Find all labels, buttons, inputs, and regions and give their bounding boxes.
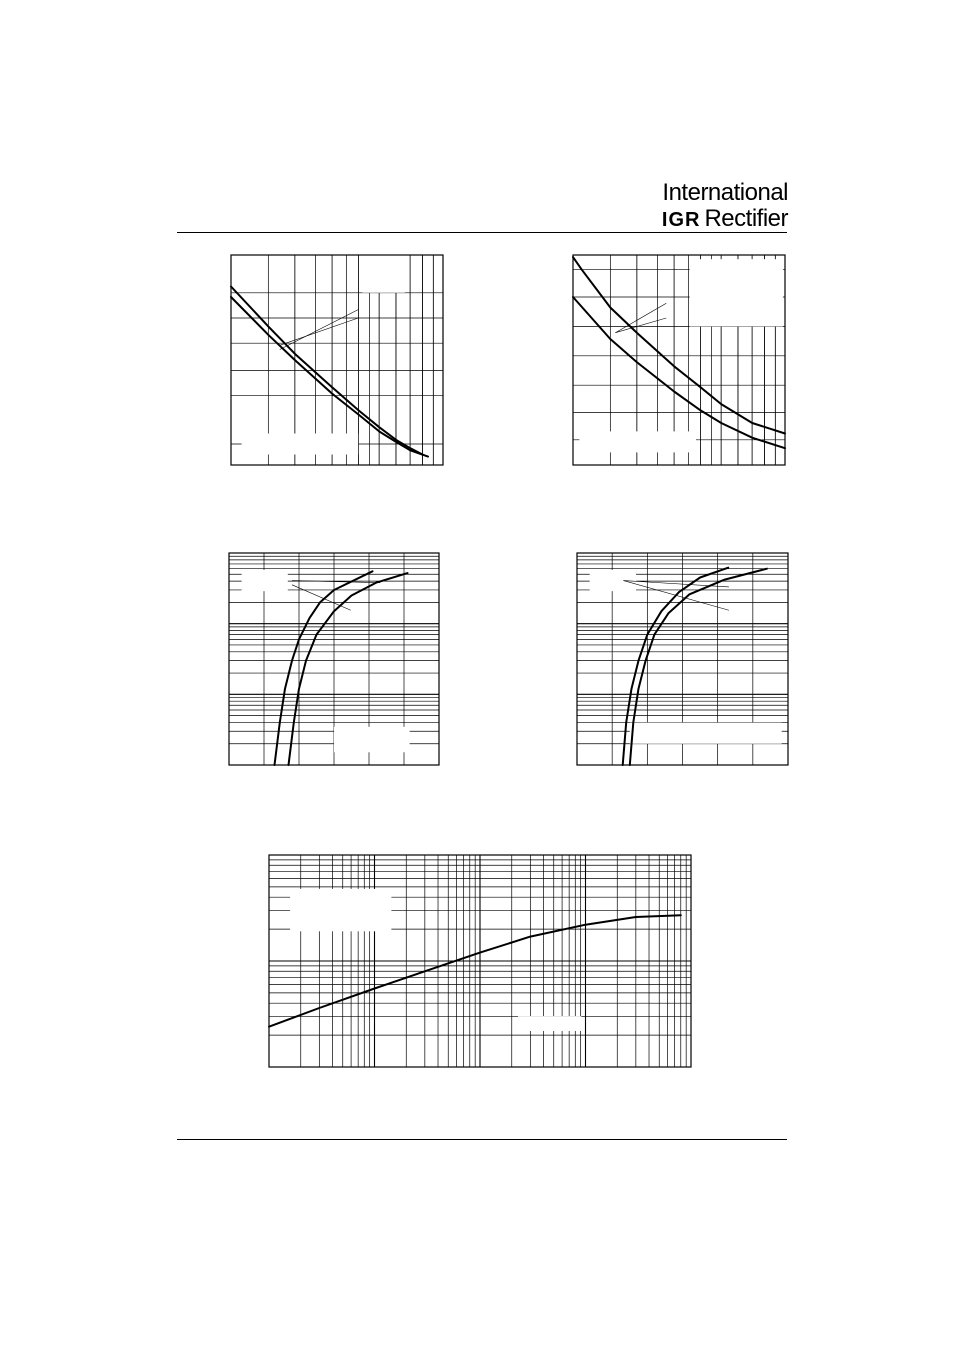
- leader-line: [615, 303, 666, 332]
- chart-2: [573, 255, 785, 465]
- company-name-rectifier: Rectifier: [704, 205, 788, 232]
- legend-box: [362, 255, 404, 293]
- legend-box: [290, 889, 391, 931]
- chart-grid: [269, 855, 691, 1067]
- chart-3: [229, 553, 439, 765]
- brand-mark: IGR: [661, 209, 701, 231]
- legend-box: [630, 723, 782, 744]
- legend-box: [334, 727, 410, 752]
- legend-box: [518, 1016, 581, 1031]
- company-name-line1: International: [662, 179, 788, 206]
- chart-1: [231, 255, 443, 465]
- legend-box: [590, 570, 636, 591]
- legend-box: [242, 434, 359, 455]
- legend-box: [579, 431, 696, 452]
- chart-4: [577, 553, 788, 765]
- chart-5: [269, 855, 691, 1067]
- legend-box: [690, 259, 783, 326]
- legend-box: [242, 570, 288, 591]
- leader-line: [292, 585, 351, 610]
- series-line-2: [231, 297, 428, 457]
